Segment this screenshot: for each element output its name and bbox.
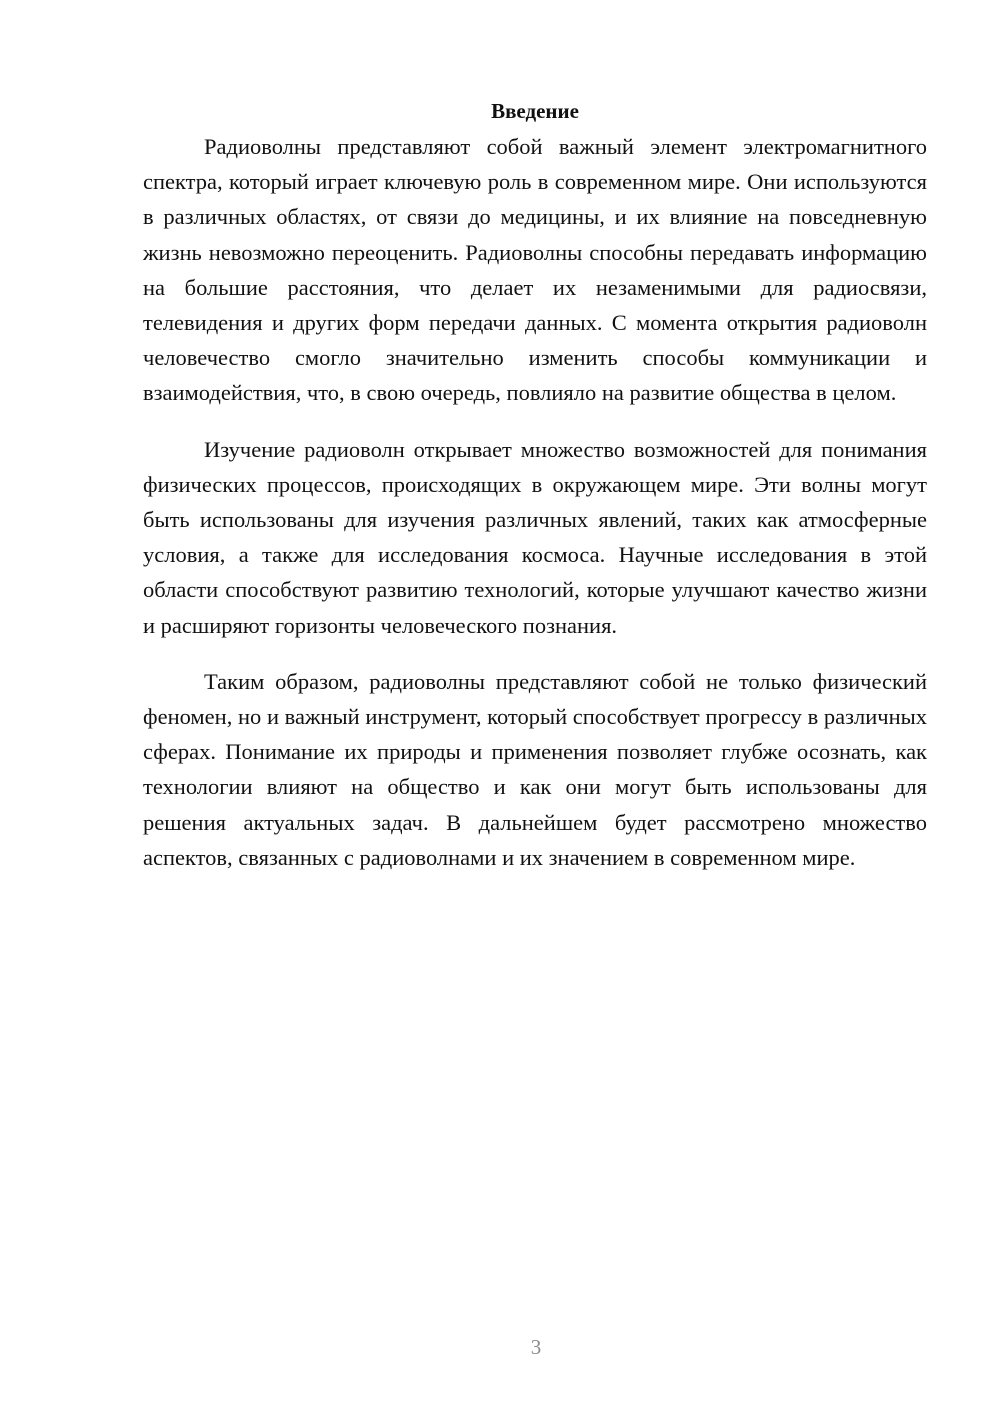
document-body (143, 94, 927, 875)
paragraph-2: Изучение радиоволн открывает множество возможностей для понимания физических процессов, происходящих в окружающем мире. Эти волны могут быть использованы для изучения различных явлений, таких как атмосферные условия, а также для исследования космоса. Научные исследования в этой области способствуют развитию технологий, которые улучшают качество жизни и расширяют горизонты человеческого познания. (143, 436, 927, 638)
page-title: Введение (491, 99, 579, 123)
page-number: 3 (530, 1335, 542, 1359)
paragraph-1: Радиоволны представляют собой важный элемент электромагнитного спектра, который играет ключевую роль в современном мире. Они используются в различных областях, от связи до медицины, и их влияние на повседневную жизнь невозможно переоценить. Радиоволны способны передавать информацию на большие расстояния, что делает их незаменимыми для радиосвязи, телевидения и других форм передачи данных. С момента открытия радиоволн человечество смогло значительно изменить способы коммуникации и взаимодействия, что, в свою очередь, повлияло на развитие общества в целом. (143, 134, 927, 406)
paragraph-3: Таким образом, радиоволны представляют собой не только физический феномен, но и важный инструмент, который способствует прогрессу в различных сферах. Понимание их природы и применения позволяет глубже осознать, как технологии влияют на общество и как они могут быть использованы для решения актуальных задач. В дальнейшем будет рассмотрено множество аспектов, связанных с радиоволнами и их значением в современном мире. (143, 668, 927, 870)
